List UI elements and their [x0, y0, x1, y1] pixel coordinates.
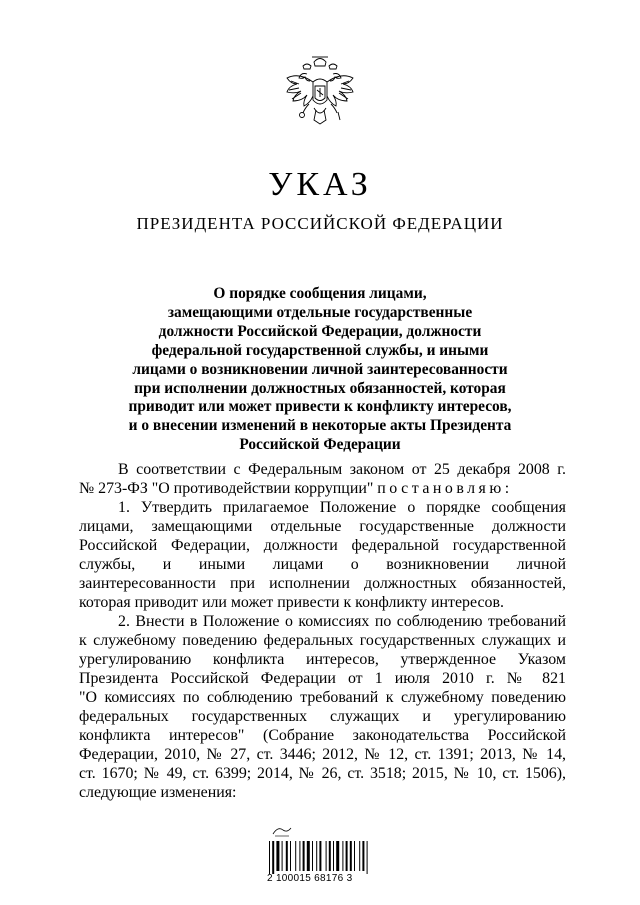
barcode-bar [350, 841, 352, 871]
body-line: которая приводит или может привести к конфликту интересов. [79, 594, 504, 611]
barcode-bar [362, 841, 364, 871]
barcode-bar [286, 841, 288, 871]
body-line: следующие изменения: [79, 784, 237, 801]
heading-line: приводит или может привести к конфликту интересов, [128, 398, 512, 416]
barcode-icon [267, 841, 379, 876]
barcode-bar [272, 841, 274, 874]
barcode-bar [299, 841, 300, 871]
heading-line: и о внесении изменений в некоторые акты Президента [128, 417, 512, 435]
barcode-bar [333, 841, 334, 871]
decree-body [79, 460, 566, 802]
heading-line: замещающими отдельные государственные [167, 303, 473, 321]
decree-heading [100, 285, 540, 455]
barcode-bar [319, 841, 321, 871]
intro-law-reference: № 273-ФЗ "О противодействии коррупции" [79, 480, 378, 497]
body-line: конфликта интересов" (Собрание законодательства Российской [79, 727, 566, 744]
body-line: 2. Внести в Положение о комиссиях по соблюдению требований [118, 613, 566, 630]
body-line: урегулированию конфликта интересов, утвержденное Указом [79, 651, 566, 668]
barcode-bar [326, 841, 327, 871]
intro-paragraph [79, 460, 566, 498]
heading-line: О порядке сообщения лицами, [213, 285, 427, 302]
body-line [79, 479, 566, 498]
body-line: заинтересованности при исполнении должностных обязанностей, [79, 575, 566, 592]
barcode-bar [354, 841, 355, 871]
body-line: Российской Федерации, должности федеральной государственной [79, 537, 566, 554]
barcode-bar [342, 841, 343, 871]
barcode-bar [282, 841, 283, 871]
body-line: В соответствии с Федеральным законом от 25 декабря 2008 г. [118, 461, 566, 478]
document-title: УКАЗ [268, 166, 372, 203]
heading-line: должности Российской Федерации, должности [158, 322, 482, 340]
body-line: лицами, замещающими отдельные государственные должности [79, 518, 566, 535]
barcode-bar [329, 841, 331, 871]
body-line: Федерации, 2010, № 27, ст. 3446; 2012, № 12, ст. 1391; 2013, № 14, [79, 746, 566, 763]
heading-line: лицами о возникновении личной заинтересованности [132, 360, 508, 378]
barcode-bar [276, 841, 279, 871]
barcode-bar [303, 841, 305, 871]
document-subtitle: ПРЕЗИДЕНТА РОССИЙСКОЙ ФЕДЕРАЦИИ [136, 214, 504, 233]
heading-line: федеральной государственной службы, и иными [151, 341, 489, 359]
printer-mark-icon [271, 824, 293, 838]
barcode-bar [295, 841, 296, 871]
body-line: "О комиссиях по соблюдению требований к служебному поведению [79, 689, 566, 706]
heading-line: Российской Федерации [239, 436, 401, 454]
barcode-bar [290, 841, 291, 871]
barcode-bar [336, 841, 339, 871]
coat-of-arms-icon [283, 54, 357, 140]
body-line: службы, и иными лицами о возникновении личной [79, 556, 566, 573]
barcode-bar [367, 841, 368, 874]
body-line: федеральных государственных служащих и урегулированию [79, 708, 566, 725]
body-line: ст. 1670; № 49, ст. 6399; 2014, № 26, ст. 3518; 2015, № 10, ст. 1506), [79, 765, 566, 782]
barcode-bar [269, 841, 270, 874]
barcode-bar [346, 841, 348, 871]
heading-line: при исполнении должностных обязанностей, которая [134, 379, 506, 397]
body-line: 1. Утвердить прилагаемое Положение о порядке сообщения [118, 499, 566, 516]
barcode-bar [359, 841, 360, 871]
paragraph-2 [79, 612, 566, 802]
body-line: к служебному поведению федеральных государственных служащих и [79, 632, 566, 649]
barcode-bar [316, 841, 317, 871]
barcode-number: 2 100015 68176 3 [267, 873, 353, 884]
body-line: Президента Российской Федерации от 1 июля 2010 г. № 821 [79, 670, 566, 687]
resolve-word: постановляю: [377, 480, 513, 497]
barcode-bar [312, 841, 313, 871]
paragraph-1 [79, 498, 566, 612]
barcode-bar [307, 841, 310, 871]
